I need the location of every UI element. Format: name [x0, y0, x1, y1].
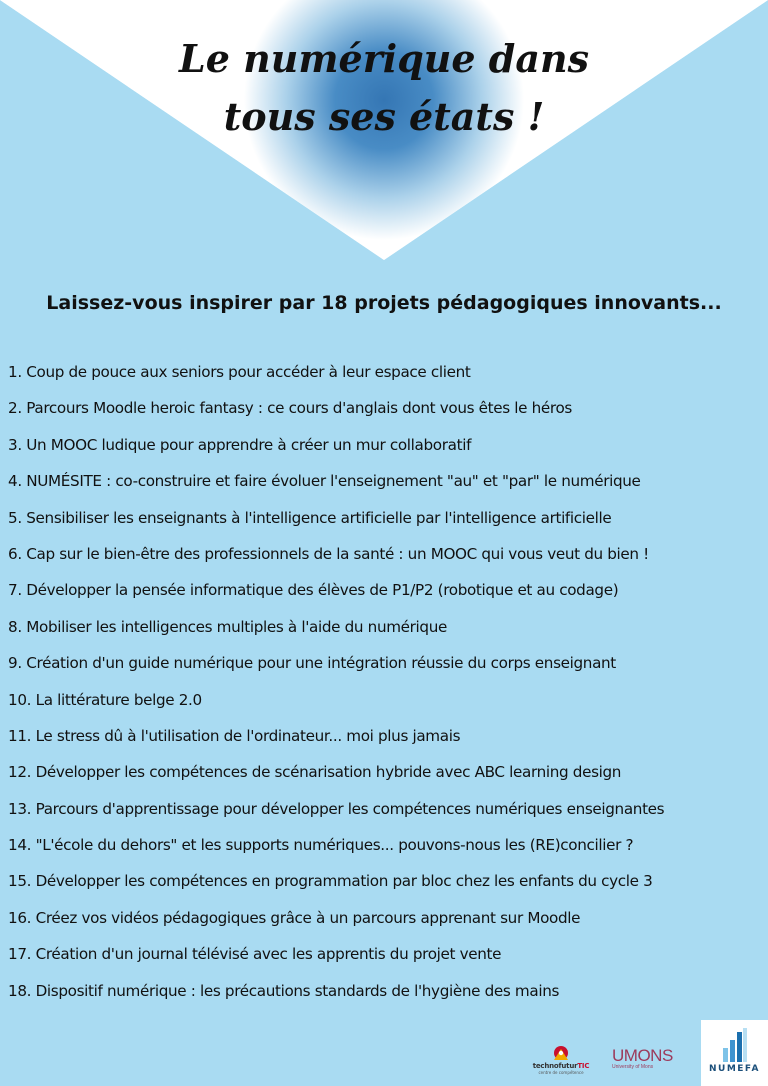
list-item: 15. Développer les compétences en programmation par bloc chez les enfants du cycle 3: [8, 872, 653, 891]
list-item: 16. Créez vos vidéos pédagogiques grâce à un parcours apprenant sur Moodle: [8, 908, 581, 927]
list-item: 14. "L'école du dehors" et les supports numériques... pouvons-nous les (RE)concilier ?: [8, 836, 634, 855]
list-item: 10. La littérature belge 2.0: [8, 690, 202, 709]
list-item: 7. Développer la pensée informatique des élèves de P1/P2 (robotique et au codage): [8, 581, 619, 600]
list-item: 3. Un MOOC ludique pour apprendre à créer un mur collaboratif: [8, 435, 472, 454]
umons-name: UMONS: [612, 1046, 673, 1065]
technofutur-logo: [528, 1044, 594, 1075]
technofutur-tagline: centre de compétence: [538, 1070, 584, 1075]
list-item: 12. Développer les compétences de scénarisation hybride avec ABC learning design: [8, 763, 622, 782]
list-item: 5. Sensibiliser les enseignants à l'intelligence artificielle par l'intelligence artificielle: [8, 508, 612, 527]
umons-tagline: University of Mons: [612, 1064, 654, 1070]
numefa-logo: [701, 1020, 768, 1086]
technofutur-mark-icon: [550, 1044, 572, 1062]
list-item: 6. Cap sur le bien-être des professionnels de la santé : un MOOC qui vous veut du bien !: [8, 544, 649, 563]
list-item: 9. Création d'un guide numérique pour une intégration réussie du corps enseignant: [8, 654, 616, 673]
title-line-1: Le numérique dans: [178, 36, 590, 81]
list-item: 8. Mobiliser les intelligences multiples à l'aide du numérique: [8, 617, 447, 636]
subtitle: Laissez-vous inspirer par 18 projets pédagogiques innovants...: [46, 292, 722, 314]
numefa-name: NUMEFA: [708, 1064, 761, 1074]
list-item: 13. Parcours d'apprentissage pour développer les compétences numériques enseignantes: [8, 799, 665, 818]
page-title: [0, 30, 768, 146]
numefa-bars-icon: [722, 1028, 748, 1062]
list-item: 4. NUMÉSITE : co-construire et faire évoluer l'enseignement "au" et "par" le numérique: [8, 472, 641, 491]
list-item: 11. Le stress dû à l'utilisation de l'ordinateur... moi plus jamais: [8, 726, 461, 745]
list-item: 18. Dispositif numérique : les précautions standards de l'hygiène des mains: [8, 981, 560, 1000]
project-list: [8, 360, 764, 1015]
list-item: 2. Parcours Moodle heroic fantasy : ce cours d'anglais dont vous êtes le héros: [8, 399, 572, 418]
footer-logos: [0, 1020, 768, 1086]
list-item: 1. Coup de pouce aux seniors pour accéder à leur espace client: [8, 363, 471, 381]
technofutur-name: technofuturTIC: [532, 1062, 590, 1070]
umons-logo: [612, 1046, 678, 1070]
list-item: 17. Création d'un journal télévisé avec les apprentis du projet vente: [8, 945, 502, 964]
title-line-2: tous ses états !: [223, 94, 545, 139]
